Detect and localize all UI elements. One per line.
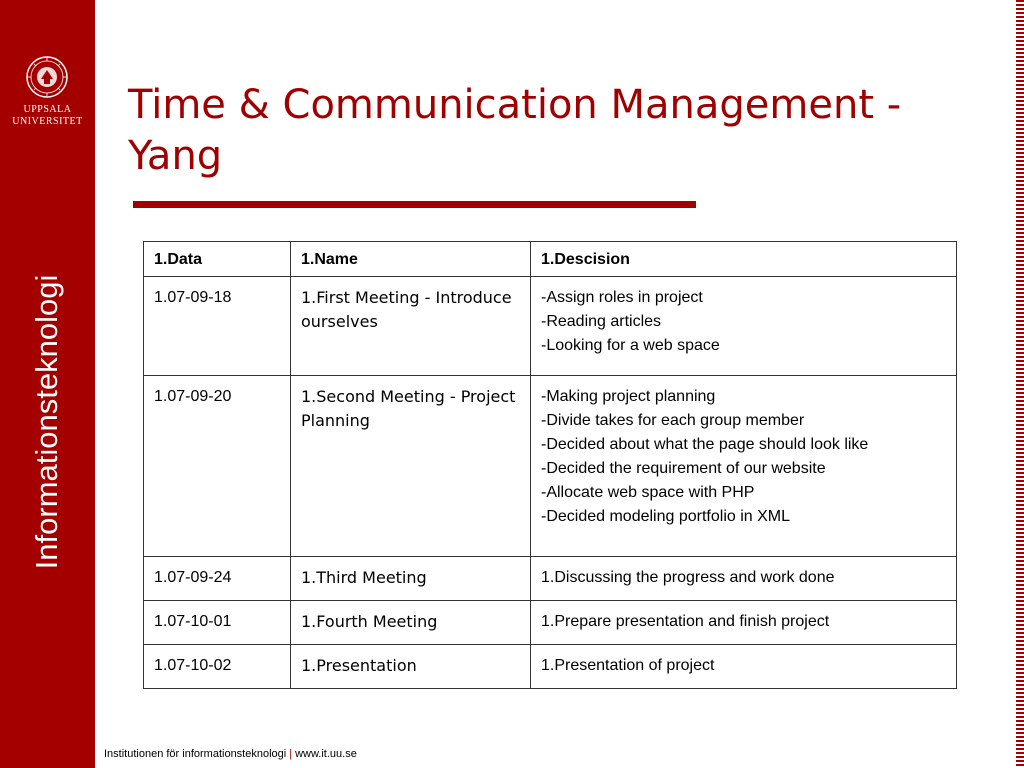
row-meeting-name: 1.First Meeting - Introduce ourselves bbox=[291, 277, 531, 376]
decision-item: -Allocate web space with PHP bbox=[541, 484, 755, 501]
row-date: 1.07-09-20 bbox=[144, 376, 291, 557]
header-date: 1.Data bbox=[144, 242, 291, 277]
decision-item: -Assign roles in project bbox=[541, 289, 703, 306]
decision-item: -Divide takes for each group member bbox=[541, 412, 805, 429]
row-date: 1.07-10-01 bbox=[144, 601, 291, 645]
row-meeting-name: 1.Second Meeting - Project Planning bbox=[291, 376, 531, 557]
decision-item: -Looking for a web space bbox=[541, 337, 720, 354]
row-date: 1.07-09-24 bbox=[144, 557, 291, 601]
table-header-row bbox=[144, 242, 957, 277]
sidebar bbox=[0, 0, 95, 768]
meeting-schedule-table bbox=[143, 241, 957, 689]
decision-item: -Reading articles bbox=[541, 313, 662, 330]
right-edge-decoration bbox=[1016, 0, 1024, 768]
header-name: 1.Name bbox=[291, 242, 531, 277]
decision-item: 1.Discussing the progress and work done bbox=[541, 569, 835, 586]
row-meeting-name: 1.Third Meeting bbox=[291, 557, 531, 601]
footer-url-link[interactable]: www.it.uu.se bbox=[295, 748, 357, 760]
row-meeting-name: 1.Presentation bbox=[291, 645, 531, 689]
table-row bbox=[144, 376, 957, 557]
row-decisions bbox=[531, 277, 957, 376]
table-row bbox=[144, 645, 957, 689]
university-name-line1: UPPSALA bbox=[23, 104, 72, 115]
footer bbox=[104, 748, 357, 760]
table-row bbox=[144, 557, 957, 601]
decision-item: -Making project planning bbox=[541, 388, 716, 405]
decision-item: -Decided about what the page should look like bbox=[541, 436, 869, 453]
footer-institution: Institutionen för informationsteknologi bbox=[104, 748, 287, 760]
title-underline bbox=[133, 201, 696, 208]
university-name-line2: UNIVERSITET bbox=[12, 116, 83, 127]
row-decisions bbox=[531, 601, 957, 645]
row-decisions bbox=[531, 645, 957, 689]
department-vertical-label: Informationsteknologi bbox=[29, 274, 64, 570]
slide-title: Time & Communication Management - Yang bbox=[128, 82, 902, 179]
university-seal-icon bbox=[26, 56, 68, 98]
footer-separator: | bbox=[289, 748, 293, 760]
decision-item: 1.Prepare presentation and finish project bbox=[541, 613, 830, 630]
decision-item: -Decided modeling portfolio in XML bbox=[541, 508, 791, 525]
table-row bbox=[144, 277, 957, 376]
table-row bbox=[144, 601, 957, 645]
row-date: 1.07-10-02 bbox=[144, 645, 291, 689]
decision-item: -Decided the requirement of our website bbox=[541, 460, 826, 477]
header-decision: 1.Descision bbox=[531, 242, 957, 277]
row-meeting-name: 1.Fourth Meeting bbox=[291, 601, 531, 645]
row-decisions bbox=[531, 557, 957, 601]
university-name bbox=[0, 104, 95, 128]
row-decisions bbox=[531, 376, 957, 557]
row-date: 1.07-09-18 bbox=[144, 277, 291, 376]
decision-item: 1.Presentation of project bbox=[541, 657, 715, 674]
